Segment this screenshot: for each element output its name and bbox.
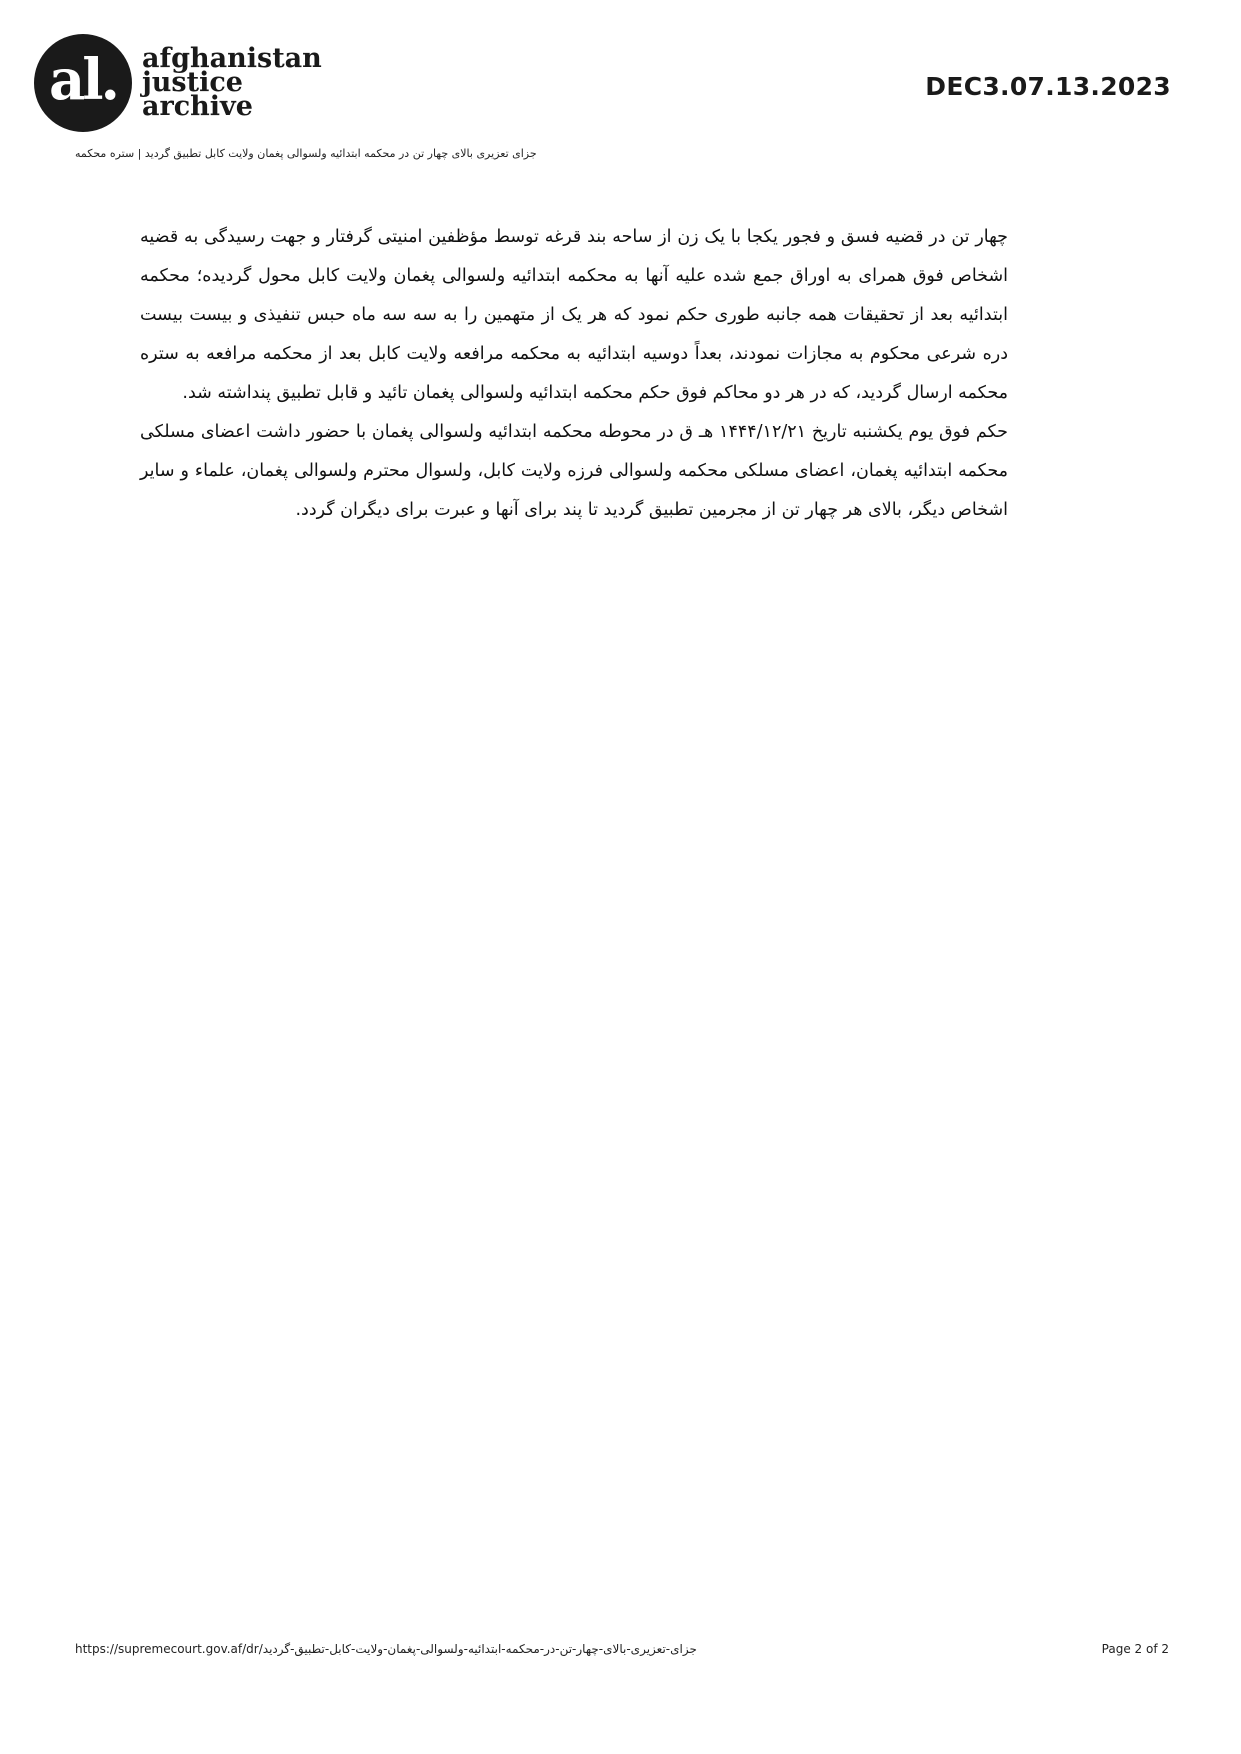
page-footer bbox=[75, 1642, 1169, 1656]
logo-line-1: afghanistan bbox=[142, 43, 322, 74]
logo-line-2: justice bbox=[142, 67, 243, 98]
article-body bbox=[140, 218, 1008, 530]
source-url: https://supremecourt.gov.af/dr/جزای-تعزیری-بالای-چهار-تن-در-محکمه-ابتدائیه-ولسوالی-پغمان-ولایت-کابل-تطبیق-گردید bbox=[75, 1642, 697, 1656]
logo-line-3: archive bbox=[142, 91, 253, 122]
paragraph-2: حکم فوق یوم یکشنبه تاریخ ۱۴۴۴/۱۲/۲۱ هـ ق در محوطه محکمه ابتدائیه ولسوالی پغمان با حضور داشت اعضای مسلکی محکمه ابتدائیه پغمان، اعضای مسلکی محکمه ولسوالی فرزه ولایت کابل، ولسوال محترم ولسوالی پغمان، علماء و سایر اشخاص دیگر، بالای هر چهار تن از مجرمین تطبیق گردید تا پند برای آنها و عبرت برای دیگران گردد. bbox=[140, 422, 1008, 520]
page-number: Page 2 of 2 bbox=[1101, 1642, 1169, 1656]
paragraph-1: چهار تن در قضیه فسق و فجور یکجا با یک زن از ساحه بند قرغه توسط مؤظفین امنیتی گرفتار و جهت رسیدگی به قضیه اشخاص فوق همرای به اوراق جمع شده علیه آنها به محکمه ابتدائیه ولسوالی پغمان ولایت کابل محول گردیده؛ محکمه ابتدائیه بعد از تحقیقات همه جانبه طوری حکم نمود که هر یک از متهمین را به سه سه ماه حبس تنفیذی و بیست بیست دره شرعی محکوم به مجازات نمودند، بعداً دوسیه ابتدائیه به محکمه مرافعه ولایت کابل بعد از محکمه مرافعه به ستره محکمه ارسال گردید، که در هر دو محاکم فوق حکم محکمه ابتدائیه ولسوالی پغمان تائید و قابل تطبیق پنداشته شد. bbox=[140, 227, 1008, 403]
logo-wordmark bbox=[142, 43, 322, 122]
page-title: جزای تعزیری بالای چهار تن در محکمه ابتدائیه ولسوالی پغمان ولایت کابل تطبیق گردید | ستره محکمه bbox=[75, 147, 537, 160]
logo-mark: al. bbox=[34, 34, 132, 132]
document-code: DEC3.07.13.2023 bbox=[925, 72, 1171, 101]
logo bbox=[34, 34, 322, 132]
